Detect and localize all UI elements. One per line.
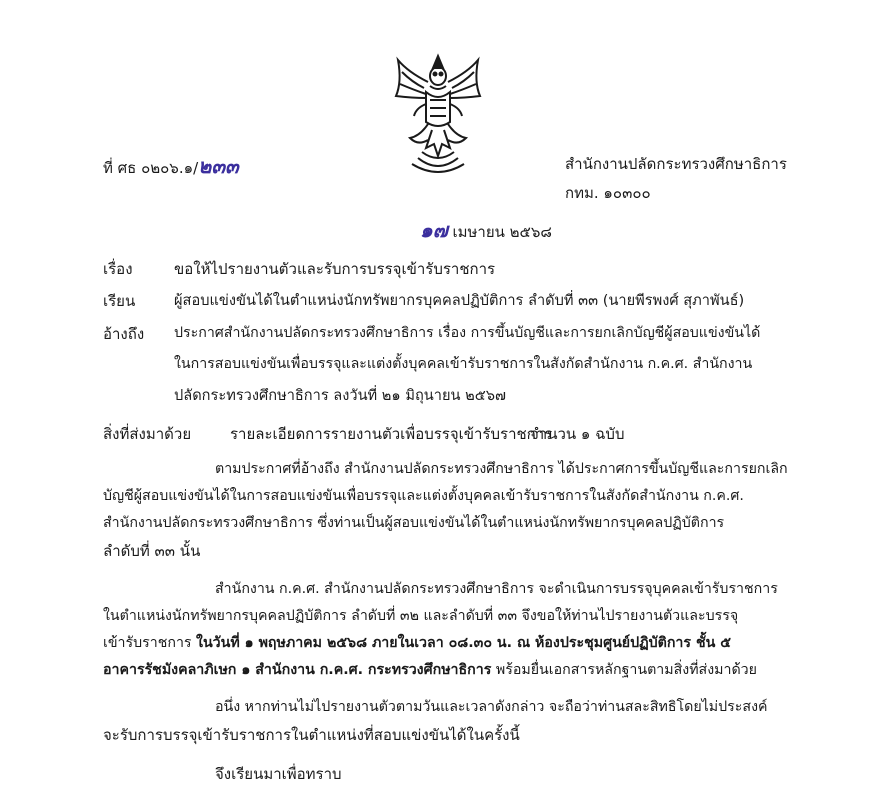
recipient-text: ผู้สอบแข่งขันได้ในตำแหน่งนักทรัพยากรบุคคลปฏิบัติการ ลำดับที่ ๓๓ (นายพีรพงศ์ สุภาพันธ์) [174, 292, 745, 309]
office-name: สำนักงานปลัดกระทรวงศึกษาธิการ [565, 155, 787, 173]
document-number [103, 150, 239, 182]
reference-label: อ้างถึง [103, 325, 145, 343]
garuda-emblem [388, 52, 488, 180]
date-month-year: เมษายน ๒๕๖๘ [452, 223, 552, 241]
enclosure-label: สิ่งที่ส่งมาด้วย [103, 425, 192, 443]
para3-line-1: อนึ่ง หากท่านไม่ไปรายงานตัวตามวันและเวลาดังกล่าว จะถือว่าท่านสละสิทธิโดยไม่ประสงค์ [215, 699, 768, 715]
reference-line-2: ในการสอบแข่งขันเพื่อบรรจุและแต่งตั้งบุคคลเข้ารับราชการในสังกัดสำนักงาน ก.ค.ศ. สำนักงาน [174, 356, 753, 372]
para1-line-2: บัญชีผู้สอบแข่งขันได้ในการสอบแข่งขันเพื่อบรรจุและแต่งตั้งบุคคลเข้ารับราชการในสังกัดสำนักงาน ก.ค.ศ. [103, 488, 744, 504]
closing-text: จึงเรียนมาเพื่อทราบ [215, 765, 342, 783]
enclosure-text: รายละเอียดการรายงานตัวเพื่อบรรจุเข้ารับราชการ [230, 425, 553, 443]
para3-line-2: จะรับการบรรจุเข้ารับราชการในตำแหน่งที่สอบแข่งขันได้ในครั้งนี้ [103, 726, 520, 744]
para2-line-1: สำนักงาน ก.ค.ศ. สำนักงานปลัดกระทรวงศึกษาธิการ จะดำเนินการบรรจุบุคคลเข้ารับราชการ [215, 581, 778, 597]
para1-line-1: ตามประกาศที่อ้างถึง สำนักงานปลัดกระทรวงศึกษาธิการ ได้ประกาศการขึ้นบัญชีและการยกเลิก [215, 461, 788, 477]
para2-line-4-regular: พร้อมยื่นเอกสารหลักฐานตามสิ่งที่ส่งมาด้วย [491, 662, 757, 678]
subject-text: ขอให้ไปรายงานตัวและรับการบรรจุเข้ารับราชการ [174, 260, 496, 278]
date-day-handwritten: ๑๗ [420, 218, 448, 242]
para2-line-4 [103, 659, 757, 681]
para2-line-2: ในตำแหน่งนักทรัพยากรบุคคลปฏิบัติการ ลำดับที่ ๓๒ และลำดับที่ ๓๓ จึงขอให้ท่านไปรายงานตัวและบรรจุ [103, 608, 739, 624]
subject-label: เรื่อง [103, 260, 133, 278]
document-date [420, 214, 552, 246]
reference-line-3: ปลัดกระทรวงศึกษาธิการ ลงวันที่ ๒๑ มิถุนายน ๒๕๖๗ [174, 387, 507, 404]
para2-line-3 [103, 632, 731, 654]
reference-line-1: ประกาศสำนักงานปลัดกระทรวงศึกษาธิการ เรื่อง การขึ้นบัญชีและการยกเลิกบัญชีผู้สอบแข่งขันได้ [174, 325, 761, 341]
document-number-handwritten: ๒๓๓ [198, 154, 239, 178]
office-postal: กทม. ๑๐๓๐๐ [565, 184, 651, 202]
para2-line-4-bold: อาคารรัชมังคลาภิเษก ๑ สำนักงาน ก.ค.ศ. กระทรวงศึกษาธิการ [103, 662, 492, 678]
para1-line-3: สำนักงานปลัดกระทรวงศึกษาธิการ ซึ่งท่านเป็นผู้สอบแข่งขันได้ในตำแหน่งนักทรัพยากรบุคคลปฏิบัติการ [103, 515, 725, 531]
para1-line-4: ลำดับที่ ๓๓ นั้น [103, 542, 201, 560]
para2-line-3-regular: เข้ารับราชการ [103, 635, 197, 651]
para2-line-3-bold: ในวันที่ ๑ พฤษภาคม ๒๕๖๘ ภายในเวลา ๐๘.๓๐ น. ณ ห้องประชุมศูนย์ปฏิบัติการ ชั้น ๕ [196, 635, 731, 651]
document-number-prefix: ที่ ศธ ๐๒๐๖.๑/ [103, 159, 199, 177]
recipient-label: เรียน [103, 292, 136, 310]
enclosure-quantity: จำนวน ๑ ฉบับ [530, 425, 625, 443]
